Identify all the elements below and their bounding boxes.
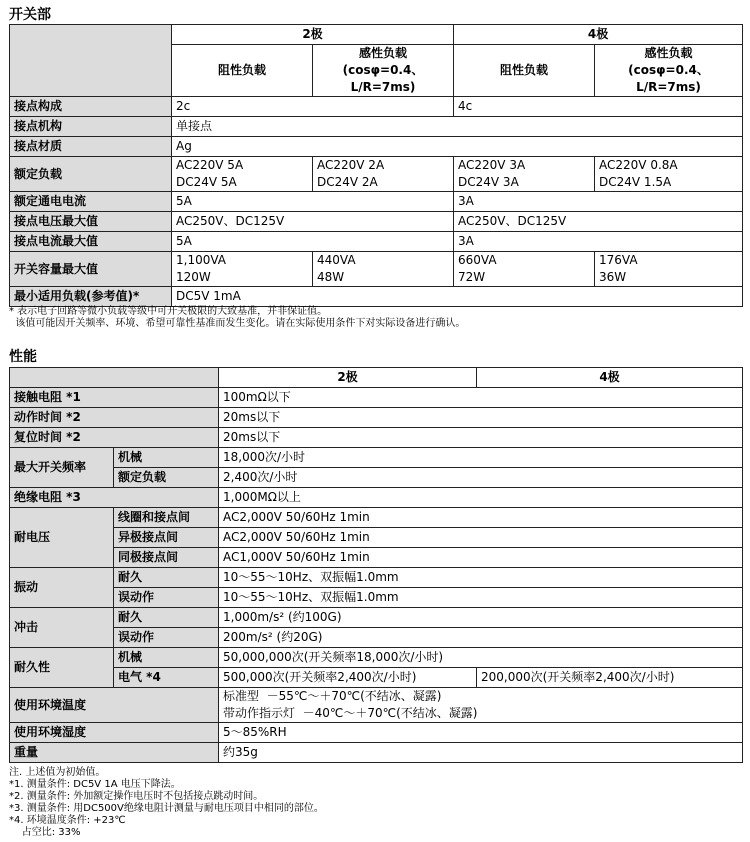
value-rated-load-2p-ind: AC220V 2A DC24V 2A [313, 157, 454, 192]
perf-note-3: *3. 测量条件: 用DC500V绝缘电阻计测量与耐电压项目中相同的部位。 [9, 803, 324, 814]
value-dielectric-2: AC2,000V 50/60Hz 1min [219, 528, 743, 548]
perf-note-0: 注. 上述值为初始值。 [9, 767, 106, 778]
switch-note-1: * 表示电子回路等微小负载等级中可开关极限的大致基准，并非保证值。 [9, 306, 328, 317]
label-vibration: 振动 [10, 568, 114, 608]
label-shock: 冲击 [10, 608, 114, 648]
switch-header-4pole: 4极 [454, 25, 743, 45]
row-shock-1 [10, 608, 743, 628]
row-release-time [10, 428, 743, 448]
value-contact-form-2p: 2c [172, 97, 454, 117]
value-switch-cap-2p-res: 1,100VA 120W [172, 252, 313, 287]
row-dielectric-2 [10, 528, 743, 548]
value-rated-load-4p-res: AC220V 3A DC24V 3A [454, 157, 595, 192]
switch-header-2pole: 2极 [172, 25, 454, 45]
label-dielectric: 耐电压 [10, 508, 114, 568]
row-amb-temp [10, 688, 743, 723]
row-amb-hum [10, 723, 743, 743]
label-insulation: 绝缘电阻 *3 [10, 488, 219, 508]
sublabel-dielectric-1: 线圈和接点间 [114, 508, 219, 528]
sublabel-vibration-2: 误动作 [114, 588, 219, 608]
value-release-time: 20ms以下 [219, 428, 743, 448]
value-contact-res: 100mΩ以下 [219, 388, 743, 408]
value-max-current-2p: 5A [172, 232, 454, 252]
row-min-load [10, 287, 743, 307]
label-rated-current: 额定通电电流 [10, 192, 172, 212]
label-endurance: 耐久性 [10, 648, 114, 688]
sublabel-vibration-1: 耐久 [114, 568, 219, 588]
label-contact-mech: 接点机构 [10, 117, 172, 137]
value-min-load: DC5V 1mA [172, 287, 743, 307]
row-shock-2 [10, 628, 743, 648]
value-rated-current-4p: 3A [454, 192, 743, 212]
value-max-current-4p: 3A [454, 232, 743, 252]
label-max-voltage: 接点电压最大值 [10, 212, 172, 232]
value-max-voltage-2p: AC250V、DC125V [172, 212, 454, 232]
label-contact-res: 接触电阻 *1 [10, 388, 219, 408]
value-contact-form-4p: 4c [454, 97, 743, 117]
header-2pole-resistive: 阻性负载 [172, 45, 313, 97]
header-4pole-resistive: 阻性负载 [454, 45, 595, 97]
value-contact-mat: Ag [172, 137, 743, 157]
sublabel-shock-2: 误动作 [114, 628, 219, 648]
row-weight [10, 743, 743, 763]
row-max-freq-mech [10, 448, 743, 468]
label-amb-temp: 使用环境温度 [10, 688, 219, 723]
value-endurance-2-2p: 500,000次(开关频率2,400次/小时) [219, 668, 477, 688]
value-rated-load-4p-ind: AC220V 0.8A DC24V 1.5A [595, 157, 743, 192]
sublabel-endurance-1: 机械 [114, 648, 219, 668]
perf-header-blank [10, 368, 219, 388]
value-rated-current-2p: 5A [172, 192, 454, 212]
sublabel-dielectric-3: 同极接点间 [114, 548, 219, 568]
header-2pole-inductive: 感性负载 (cosφ=0.4、 L/R=7ms) [313, 45, 454, 97]
row-rated-load [10, 157, 743, 192]
label-operate-time: 动作时间 *2 [10, 408, 219, 428]
value-vibration-1: 10～55～10Hz、双振幅1.0mm [219, 568, 743, 588]
value-rated-load-2p-res: AC220V 5A DC24V 5A [172, 157, 313, 192]
perf-spec-table [9, 367, 743, 763]
value-dielectric-3: AC1,000V 50/60Hz 1min [219, 548, 743, 568]
value-dielectric-1: AC2,000V 50/60Hz 1min [219, 508, 743, 528]
perf-header-2pole: 2极 [219, 368, 477, 388]
row-contact-mat [10, 137, 743, 157]
label-rated-load: 额定负载 [10, 157, 172, 192]
value-shock-2: 200m/s² (约20G) [219, 628, 743, 648]
perf-note-2: *2. 测量条件: 外加额定操作电压时不包括接点跳动时间。 [9, 791, 264, 802]
value-max-freq-rated: 2,400次/小时 [219, 468, 743, 488]
sublabel-endurance-2: 电气 *4 [114, 668, 219, 688]
label-max-freq: 最大开关频率 [10, 448, 114, 488]
amb-temp-line-2: 带动作指示灯 －40℃～＋70℃(不结冰、凝露) [223, 706, 478, 720]
label-max-current: 接点电流最大值 [10, 232, 172, 252]
perf-note-4: *4. 环境温度条件: +23℃ [9, 815, 126, 826]
row-vibration-1 [10, 568, 743, 588]
value-max-freq-mech: 18,000次/小时 [219, 448, 743, 468]
switch-spec-table [9, 24, 743, 307]
perf-note-5: 占空比: 33% [9, 827, 81, 838]
sublabel-max-freq-mech: 机械 [114, 448, 219, 468]
value-switch-cap-2p-ind: 440VA 48W [313, 252, 454, 287]
value-switch-cap-4p-ind: 176VA 36W [595, 252, 743, 287]
label-switch-cap: 开关容量最大值 [10, 252, 172, 287]
sublabel-dielectric-2: 异极接点间 [114, 528, 219, 548]
row-max-voltage [10, 212, 743, 232]
value-operate-time: 20ms以下 [219, 408, 743, 428]
value-endurance-2-4p: 200,000次(开关频率2,400次/小时) [477, 668, 743, 688]
perf-note-1: *1. 测量条件: DC5V 1A 电压下降法。 [9, 779, 181, 790]
row-max-current [10, 232, 743, 252]
header-4pole-inductive: 感性负载 (cosφ=0.4、 L/R=7ms) [595, 45, 743, 97]
value-switch-cap-4p-res: 660VA 72W [454, 252, 595, 287]
label-weight: 重量 [10, 743, 219, 763]
row-contact-mech [10, 117, 743, 137]
value-endurance-1: 50,000,000次(开关频率18,000次/小时) [219, 648, 743, 668]
row-dielectric-3 [10, 548, 743, 568]
label-release-time: 复位时间 *2 [10, 428, 219, 448]
row-contact-form [10, 97, 743, 117]
label-contact-mat: 接点材质 [10, 137, 172, 157]
row-switch-cap [10, 252, 743, 287]
label-min-load: 最小适用负载(参考值)* [10, 287, 172, 307]
value-max-voltage-4p: AC250V、DC125V [454, 212, 743, 232]
switch-section-title: 开关部 [9, 7, 51, 23]
row-contact-res [10, 388, 743, 408]
value-amb-temp [219, 688, 743, 723]
value-amb-hum: 5～85%RH [219, 723, 743, 743]
perf-header-4pole: 4极 [477, 368, 743, 388]
row-vibration-2 [10, 588, 743, 608]
row-operate-time [10, 408, 743, 428]
value-weight: 约35g [219, 743, 743, 763]
row-max-freq-rated [10, 468, 743, 488]
label-contact-form: 接点构成 [10, 97, 172, 117]
value-contact-mech: 单接点 [172, 117, 743, 137]
perf-section-title: 性能 [9, 349, 37, 365]
row-endurance-2 [10, 668, 743, 688]
row-endurance-1 [10, 648, 743, 668]
switch-note-2: 该值可能因开关频率、环境、希望可靠性基准而发生变化。请在实际使用条件下对实际设备进行确认。 [9, 318, 466, 329]
row-rated-current [10, 192, 743, 212]
row-dielectric-1 [10, 508, 743, 528]
value-shock-1: 1,000m/s² (约100G) [219, 608, 743, 628]
value-vibration-2: 10～55～10Hz、双振幅1.0mm [219, 588, 743, 608]
amb-temp-line-1: 标准型 －55℃～＋70℃(不结冰、凝露) [223, 689, 442, 703]
switch-header-blank [10, 25, 172, 97]
label-amb-hum: 使用环境湿度 [10, 723, 219, 743]
sublabel-shock-1: 耐久 [114, 608, 219, 628]
row-insulation [10, 488, 743, 508]
value-insulation: 1,000MΩ以上 [219, 488, 743, 508]
sublabel-max-freq-rated: 额定负载 [114, 468, 219, 488]
